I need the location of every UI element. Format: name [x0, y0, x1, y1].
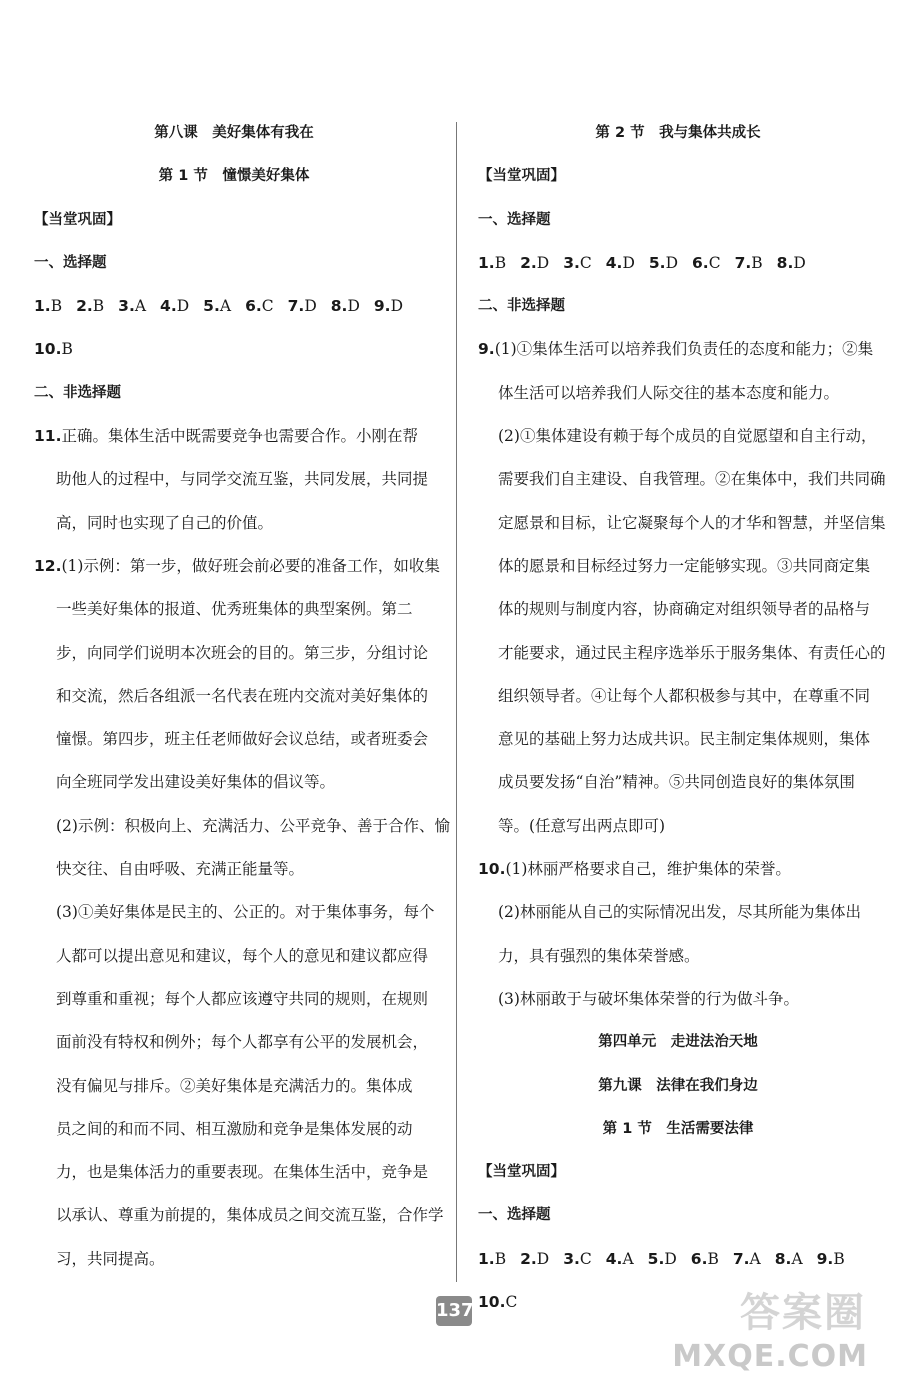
question-number: 6.: [692, 253, 709, 272]
answer-line: 没有偏见与排斥。②美好集体是充满活力的。集体成: [56, 1076, 413, 1095]
answer-line: (2)林丽能从自己的实际情况出发，尽其所能为集体出: [498, 903, 861, 922]
question-number: 12.: [34, 556, 62, 575]
answer-line: 高，同时也实现了自己的价值。: [56, 513, 274, 532]
mc-answers-row: [34, 328, 434, 371]
choice-letter: B: [707, 1249, 719, 1268]
mc-answer-item: [520, 1250, 549, 1268]
watermark-logo: 答案圈: [740, 1290, 866, 1336]
consolidate-heading: 【当堂巩固】: [34, 211, 121, 228]
column-divider: [456, 122, 457, 1282]
question-number: 5.: [647, 1249, 665, 1268]
choice-letter: C: [579, 1249, 592, 1268]
right-column: [478, 112, 886, 1324]
mc-answer-item: [648, 1250, 677, 1268]
mc-answer-item: [203, 297, 231, 315]
question-number: 2.: [76, 297, 93, 316]
question-number: 10.: [478, 860, 506, 879]
question-number: 6.: [690, 1249, 708, 1268]
question-9: [478, 328, 886, 848]
lesson-title: 第九课 法律在我们身边: [598, 1077, 758, 1094]
answer-line: 力，具有强烈的集体荣誉感。: [498, 946, 700, 965]
part1-heading: 一、选择题: [478, 1207, 551, 1224]
question-10: [478, 848, 878, 1021]
choice-letter: A: [134, 297, 147, 316]
question-number: 5.: [203, 297, 220, 316]
answer-line: 到尊重和重视；每个人都应该遵守共同的规则，在规则: [56, 989, 429, 1008]
answer-line: 体生活可以培养我们人际交往的基本态度和能力。: [498, 383, 840, 402]
answer-line: 需要我们自主建设、自我管理。②在集体中，我们共同确: [498, 470, 886, 489]
choice-letter: C: [505, 1293, 518, 1312]
section-title: 第 1 节 生活需要法律: [602, 1120, 754, 1137]
answer-line: (1)示例：第一步，做好班会前必要的准备工作，如收集: [61, 556, 440, 575]
choice-letter: B: [61, 340, 73, 359]
choice-letter: B: [833, 1249, 845, 1268]
answer-line: 正确。集体生活中既需要竞争也需要合作。小刚在帮: [61, 427, 418, 446]
answer-line: 助他人的过程中，与同学交流互鉴，共同发展，共同提: [56, 470, 429, 489]
choice-letter: A: [749, 1249, 761, 1268]
mc-answer-item: [478, 1293, 517, 1311]
left-column: [34, 112, 450, 1281]
choice-letter: D: [347, 297, 360, 316]
answer-line: (3)林丽敢于与破坏集体荣誉的行为做斗争。: [498, 989, 799, 1008]
answer-line: (2)示例：积极向上、充满活力、公平竞争、善于合作、愉: [56, 816, 450, 835]
consolidate-heading: 【当堂巩固】: [478, 1164, 565, 1181]
answer-line: 才能要求，通过民主程序选举乐于服务集体、有责任心的: [498, 643, 886, 662]
answer-line: 向全班同学发出建设美好集体的倡议等。: [56, 773, 336, 792]
answer-line: 成员要发扬“自治”精神。⑤共同创造良好的集体氛围: [498, 773, 855, 792]
section-title: 第 2 节 我与集体共成长: [595, 125, 761, 141]
answer-line: 和交流，然后各组派一名代表在班内交流对美好集体的: [56, 686, 429, 705]
question-number: 3.: [563, 1249, 580, 1268]
question-number: 2.: [520, 253, 537, 272]
answer-line: 憧憬。第四步，班主任老师做好会议总结，或者班委会: [56, 730, 429, 749]
answer-line: 定愿景和目标，让它凝聚每个人的才华和智慧，并坚信集: [498, 513, 886, 532]
mc-answer-item: [775, 1250, 803, 1268]
mc-answer-item: [160, 297, 189, 315]
answer-line: 习，共同提高。: [56, 1249, 165, 1268]
question-number: 5.: [648, 253, 666, 272]
answer-line: (1)林丽严格要求自己，维护集体的荣誉。: [505, 860, 791, 879]
section-title: 第 1 节 憧憬美好集体: [158, 168, 310, 185]
choice-letter: D: [536, 253, 550, 272]
choice-letter: D: [304, 297, 317, 316]
choice-letter: B: [494, 253, 507, 272]
mc-answers-row: [478, 1238, 878, 1281]
part2-heading: 二、非选择题: [34, 384, 121, 401]
question-number: 3.: [118, 297, 135, 316]
choice-letter: B: [751, 253, 763, 272]
answer-line: 员之间的和而不同、相互激励和竞争是集体发展的动: [56, 1119, 413, 1138]
question-number: 2.: [520, 1249, 537, 1268]
choice-letter: B: [50, 297, 63, 316]
question-number: 4.: [605, 253, 623, 272]
answer-line: 体的愿景和目标经过努力一定能够实现。③共同商定集: [498, 556, 871, 575]
answer-line: 体的规则与制度内容，协商确定对组织领导者的品格与: [498, 600, 871, 619]
question-number: 7.: [734, 253, 752, 272]
question-number: 7.: [287, 297, 305, 316]
mc-answer-item: [606, 254, 635, 272]
mc-answers-row: [478, 242, 878, 285]
question-number: 1.: [478, 253, 495, 272]
question-number: 4.: [605, 1249, 623, 1268]
question-number: 8.: [774, 1249, 792, 1268]
question-number: 7.: [732, 1249, 750, 1268]
part2-heading: 二、非选择题: [478, 298, 565, 315]
answer-line: 意见的基础上努力达成共识。民主制定集体规则，集体: [498, 730, 871, 749]
unit-title: 第四单元 走进法治天地: [598, 1034, 758, 1051]
question-number: 8.: [330, 297, 348, 316]
choice-letter: D: [793, 253, 806, 272]
choice-letter: D: [536, 1249, 550, 1268]
choice-letter: D: [664, 1249, 677, 1268]
mc-answer-item: [288, 297, 317, 315]
mc-answer-item: [692, 254, 721, 272]
question-number: 3.: [563, 253, 580, 272]
mc-answer-item: [606, 1250, 634, 1268]
choice-letter: D: [665, 253, 679, 272]
answer-line: 快交往、自由呼吸、充满正能量等。: [56, 860, 305, 879]
question-number: 1.: [478, 1249, 495, 1268]
mc-answer-item: [34, 340, 73, 358]
question-number: 8.: [776, 253, 794, 272]
mc-answer-item: [563, 1250, 592, 1268]
answer-line: (1)①集体生活可以培养我们负责任的态度和能力；②集: [494, 340, 874, 359]
mc-answer-item: [245, 297, 274, 315]
part1-heading: 一、选择题: [34, 254, 107, 271]
mc-answer-item: [520, 254, 549, 272]
question-number: 1.: [34, 297, 51, 316]
choice-letter: D: [622, 253, 635, 272]
answer-line: 以承认、尊重为前提的，集体成员之间交流互鉴，合作学: [56, 1206, 444, 1225]
answer-line: 力，也是集体活力的重要表现。在集体生活中，竞争是: [56, 1163, 429, 1182]
choice-letter: D: [176, 297, 190, 316]
answer-line: (2)①集体建设有赖于每个成员的自觉愿望和自主行动，: [498, 427, 877, 446]
part1-heading: 一、选择题: [478, 211, 551, 228]
choice-letter: B: [494, 1249, 507, 1268]
question-number: 9.: [373, 297, 391, 316]
question-number: 6.: [245, 297, 262, 316]
choice-letter: A: [622, 1249, 634, 1268]
mc-answer-item: [649, 254, 678, 272]
choice-letter: C: [708, 253, 721, 272]
choice-letter: C: [579, 253, 592, 272]
mc-answer-item: [478, 1250, 506, 1268]
mc-answer-item: [817, 1250, 845, 1268]
mc-answer-item: [563, 254, 592, 272]
consolidate-heading: 【当堂巩固】: [478, 168, 565, 185]
question-12: [34, 545, 450, 1281]
mc-answer-item: [76, 297, 104, 315]
choice-letter: D: [390, 297, 403, 316]
mc-answer-item: [733, 1250, 761, 1268]
mc-answers-row: [34, 285, 434, 328]
question-number: 9.: [478, 340, 495, 359]
choice-letter: A: [791, 1249, 803, 1268]
question-number: 9.: [816, 1249, 834, 1268]
answer-line: 面前没有特权和例外；每个人都享有公平的发展机会，: [56, 1033, 429, 1052]
answer-line: 组织领导者。④让每个人都积极参与其中，在尊重不同: [498, 686, 871, 705]
question-number: 10.: [34, 340, 62, 359]
answer-line: 步，向同学们说明本次班会的目的。第三步，分组讨论: [56, 643, 429, 662]
mc-answer-item: [374, 297, 403, 315]
choice-letter: A: [219, 297, 232, 316]
mc-answer-item: [478, 254, 506, 272]
lesson-title: 第八课 美好集体有我在: [154, 125, 314, 141]
mc-answer-item: [777, 254, 806, 272]
answer-line: (3)①美好集体是民主的、公正的。对于集体事务，每个: [56, 903, 435, 922]
choice-letter: C: [261, 297, 274, 316]
mc-answer-item: [691, 1250, 719, 1268]
mc-answer-item: [735, 254, 763, 272]
watermark-site: MXQE.COM: [672, 1339, 868, 1374]
choice-letter: B: [92, 297, 105, 316]
question-number: 11.: [34, 427, 62, 446]
answer-line: 一些美好集体的报道、优秀班集体的典型案例。第二: [56, 600, 413, 619]
mc-answer-item: [34, 297, 62, 315]
watermark: [672, 1290, 888, 1380]
answer-line: 等。(任意写出两点即可): [498, 816, 666, 835]
question-number: 4.: [160, 297, 177, 316]
question-number: 10.: [478, 1293, 506, 1312]
page-number: 137: [436, 1296, 472, 1326]
mc-answer-item: [118, 297, 146, 315]
answer-line: 人都可以提出意见和建议，每个人的意见和建议都应得: [56, 946, 429, 965]
question-11: [34, 415, 434, 545]
mc-answer-item: [331, 297, 360, 315]
